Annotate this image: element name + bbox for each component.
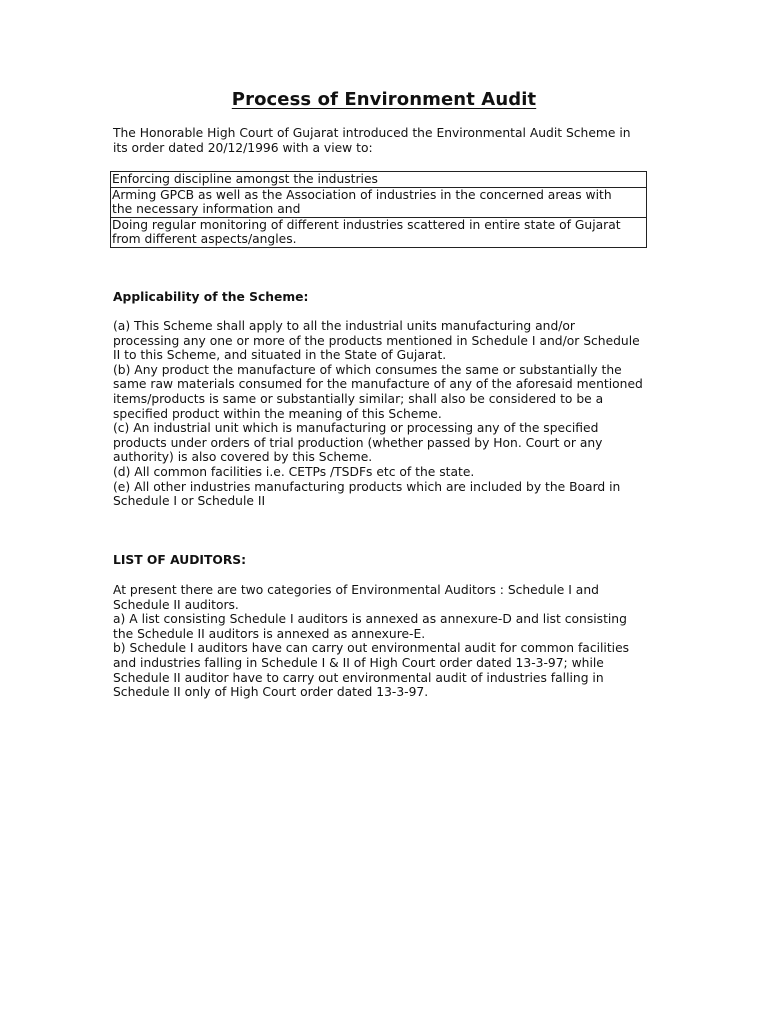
objective-row: Enforcing discipline amongst the industries	[111, 172, 646, 188]
document-title: Process of Environment Audit	[231, 89, 537, 110]
intro-paragraph: The Honorable High Court of Gujarat introduced the Environmental Audit Scheme in its order dated 20/12/1996 with a view to:	[113, 126, 631, 155]
objective-row: Doing regular monitoring of different industries scattered in entire state of Gujarat from different aspects/angles.	[112, 217, 621, 247]
auditors-heading: LIST OF AUDITORS:	[113, 553, 247, 567]
applicability-heading: Applicability of the Scheme:	[113, 290, 309, 304]
objectives-table	[110, 171, 647, 248]
applicability-body: (a) This Scheme shall apply to all the industrial units manufacturing and/or processing any one or more of the products mentioned in Schedule I and/or Schedule II to this Scheme, and situated in the State of Gujarat. (b) Any product the manufacture of which consumes the same or substantially the same raw materials consumed for the manufacture of any of the aforesaid mentioned items/products is same or substantially similar; shall also be considered to be a specified product within the meaning of this Scheme. (c) An industrial unit which is manufacturing or processing any of the specified products under orders of trial production (whether passed by Hon. Court or any authority) is also covered by this Scheme. (d) All common facilities i.e. CETPs /TSDFs etc of the state. (e) All other industries manufacturing products which are included by the Board in Schedule I or Schedule II	[113, 319, 643, 509]
objective-row: Arming GPCB as well as the Association of industries in the concerned areas with the necessary information and	[111, 188, 646, 218]
auditors-body: At present there are two categories of Environmental Auditors : Schedule I and Schedule II auditors. a) A list consisting Schedule I auditors is annexed as annexure-D and list consisting the Schedule II auditors is annexed as annexure-E. b) Schedule I auditors have can carry out environmental audit for common facilities and industries falling in Schedule I & II of High Court order dated 13-3-97; while Schedule II auditor have to carry out environmental audit of industries falling in Schedule II only of High Court order dated 13-3-97.	[113, 583, 630, 700]
